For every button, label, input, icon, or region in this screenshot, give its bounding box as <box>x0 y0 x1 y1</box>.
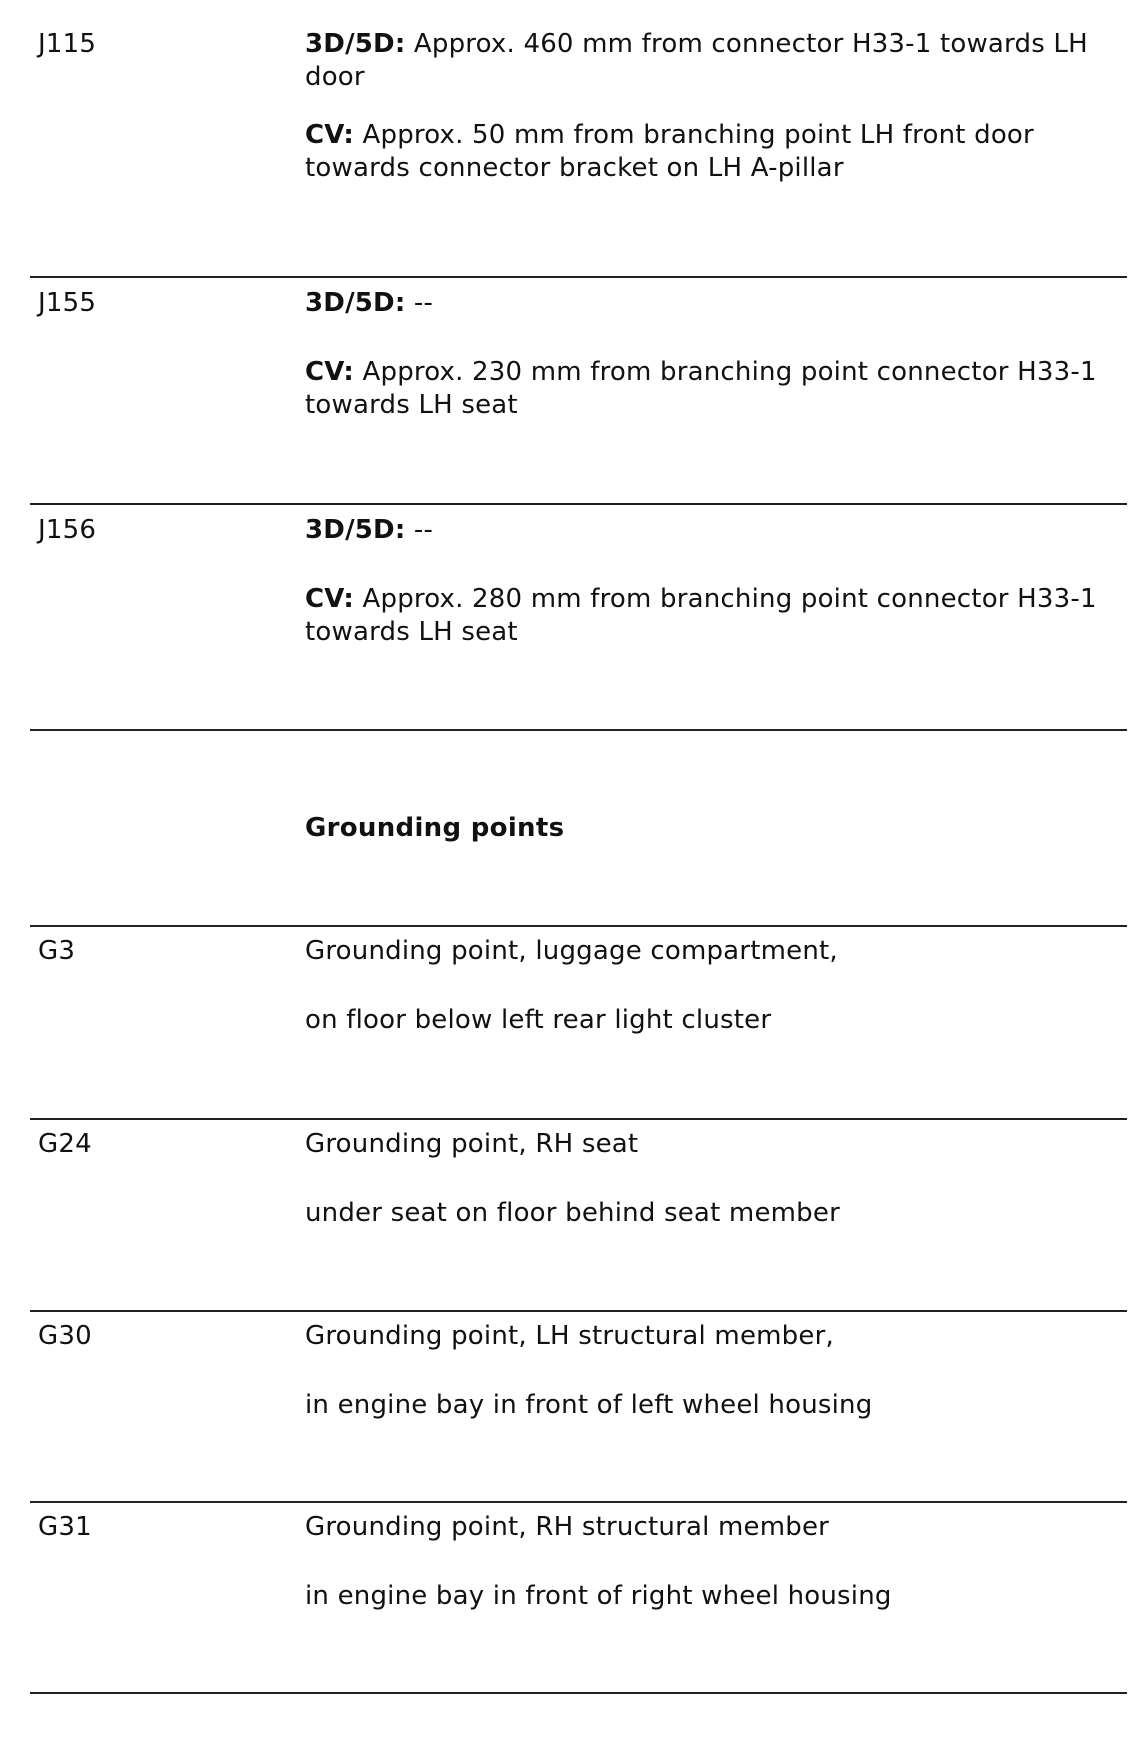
row-divider <box>30 1692 1127 1694</box>
connector-cv-location <box>305 583 1125 649</box>
location-text: Approx. 280 mm from branching point connector H33-1 towards LH seat <box>305 584 1097 647</box>
grounding-description: Grounding point, LH structural member, <box>305 1321 834 1351</box>
variant-label: 3D/5D: <box>305 29 406 59</box>
grounding-location: in engine bay in front of left wheel housing <box>305 1390 873 1420</box>
grounding-code: G31 <box>38 1512 92 1542</box>
variant-label: CV: <box>305 357 355 387</box>
location-text: Approx. 460 mm from connector H33-1 towards LH door <box>305 29 1088 92</box>
connector-code: J156 <box>38 515 97 545</box>
variant-label: 3D/5D: <box>305 288 406 318</box>
grounding-description: Grounding point, RH seat <box>305 1129 639 1159</box>
connector-3d5d-location <box>305 514 1125 547</box>
grounding-code: G30 <box>38 1321 92 1351</box>
variant-label: 3D/5D: <box>305 515 406 545</box>
connector-3d5d-location <box>305 287 1125 320</box>
grounding-location: on floor below left rear light cluster <box>305 1005 772 1035</box>
row-divider <box>30 503 1127 505</box>
row-divider <box>30 925 1127 927</box>
grounding-code: G3 <box>38 936 76 966</box>
location-text: -- <box>405 288 434 318</box>
row-divider <box>30 276 1127 278</box>
connector-cv-location <box>305 119 1125 185</box>
variant-label: CV: <box>305 584 355 614</box>
connector-code: J155 <box>38 288 97 318</box>
grounding-description: Grounding point, RH structural member <box>305 1512 830 1542</box>
grounding-location: under seat on floor behind seat member <box>305 1198 840 1228</box>
connector-cv-location <box>305 356 1125 422</box>
row-divider <box>30 1310 1127 1312</box>
grounding-description: Grounding point, luggage compartment, <box>305 936 838 966</box>
section-heading: Grounding points <box>305 813 565 843</box>
row-divider <box>30 729 1127 731</box>
grounding-code: G24 <box>38 1129 92 1159</box>
location-text: Approx. 50 mm from branching point LH front door towards connector bracket on LH A-pillar <box>305 120 1034 183</box>
location-text: -- <box>405 515 434 545</box>
row-divider <box>30 1118 1127 1120</box>
grounding-location: in engine bay in front of right wheel housing <box>305 1581 892 1611</box>
connector-3d5d-location <box>305 28 1125 94</box>
variant-label: CV: <box>305 120 355 150</box>
connector-code: J115 <box>38 29 97 59</box>
location-text: Approx. 230 mm from branching point connector H33-1 towards LH seat <box>305 357 1097 420</box>
row-divider <box>30 1501 1127 1503</box>
